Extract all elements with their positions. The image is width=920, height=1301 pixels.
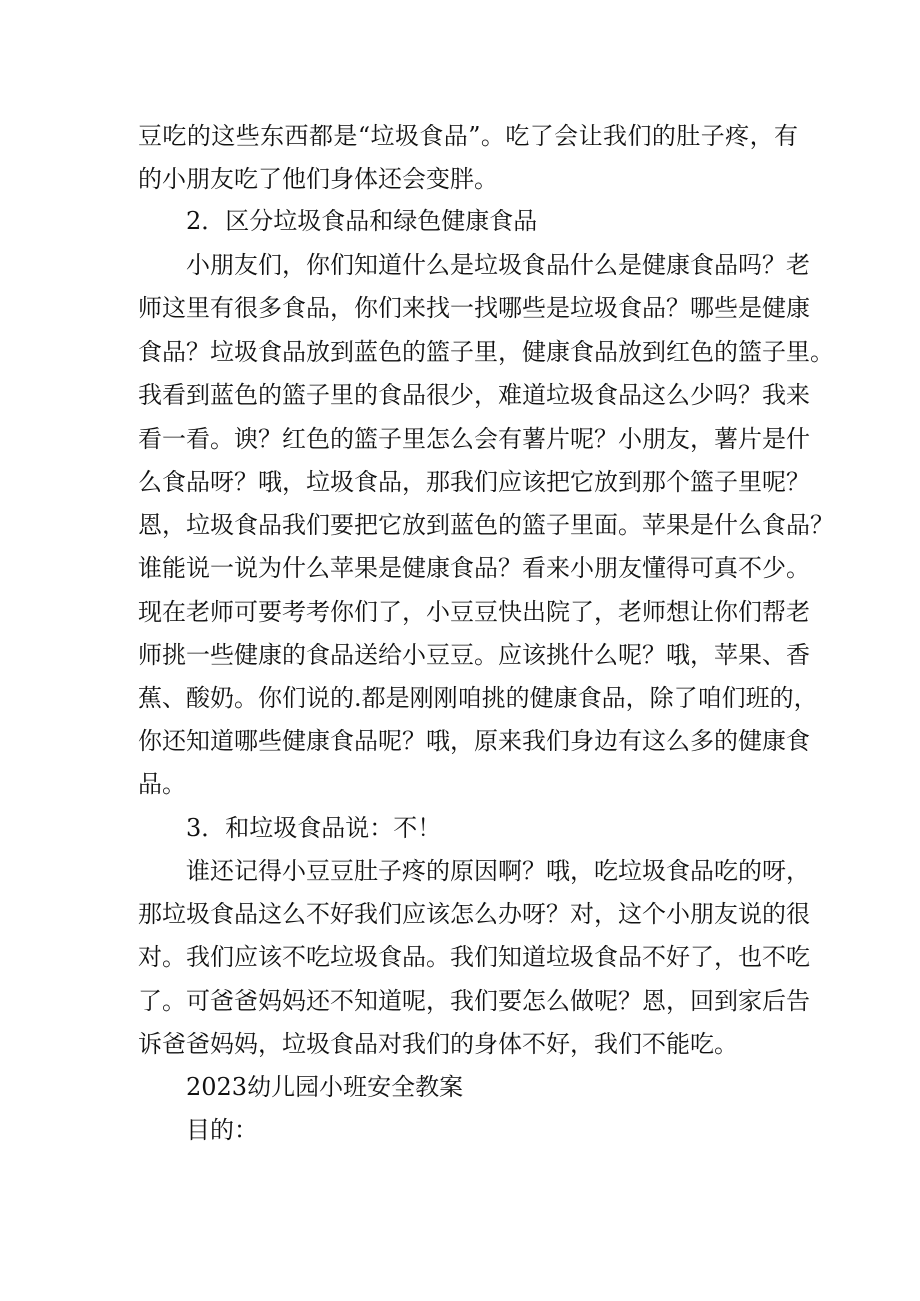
text-line: 师这里有很多食品，你们来找一找哪些是垃圾食品？哪些是健康 [138, 294, 810, 322]
text-line: 谁能说一说为什么苹果是健康食品？看来小朋友懂得可真不少。 [138, 554, 810, 582]
text-line: 对。我们应该不吃垃圾食品。我们知道垃圾食品不好了，也不吃 [138, 943, 810, 971]
text-line: 师挑一些健康的食品送给小豆豆。应该挑什么呢？哦，苹果、香 [138, 641, 810, 669]
text-line: 蕉、酸奶。你们说的.都是刚刚咱挑的健康食品，除了咱们班的， [138, 684, 818, 712]
section-heading: 3．和垃圾食品说：不！ [186, 814, 442, 842]
text-line: 的小朋友吃了他们身体还会变胖。 [138, 165, 498, 193]
text-line: 看一看。谀？红色的篮子里怎么会有薯片呢？小朋友，薯片是什 [138, 425, 810, 453]
text-line: 谁还记得小豆豆肚子疼的原因啊？哦，吃垃圾食品吃的呀， [186, 857, 810, 885]
text-line: 小朋友们，你们知道什么是垃圾食品什么是健康食品吗？老 [186, 251, 810, 279]
text-line: 么食品呀？哦，垃圾食品，那我们应该把它放到那个篮子里呢？ [138, 468, 810, 496]
text-line: 品。 [138, 770, 186, 798]
document-title: 2023幼儿园小班安全教案 [186, 1073, 464, 1101]
text-line: 食品？垃圾食品放到蓝色的篮子里，健康食品放到红色的篮子里。 [138, 338, 834, 366]
section-heading: 2．区分垃圾食品和绿色健康食品 [186, 207, 538, 235]
text-line: 现在老师可要考考你们了，小豆豆快出院了，老师想让你们帮老 [138, 598, 810, 626]
text-line: 你还知道哪些健康食品呢？哦，原来我们身边有这么多的健康食 [138, 727, 810, 755]
text-line: 了。可爸爸妈妈还不知道呢，我们要怎么做呢？恩，回到家后告 [138, 987, 810, 1015]
text-line: 豆吃的这些东西都是“垃圾食品”。吃了会让我们的肚子疼，有 [138, 122, 798, 150]
section-heading: 目的： [186, 1116, 258, 1144]
text-line: 诉爸爸妈妈，垃圾食品对我们的身体不好，我们不能吃。 [138, 1030, 738, 1058]
text-line: 那垃圾食品这么不好我们应该怎么办呀？对，这个小朋友说的很 [138, 900, 810, 928]
text-line: 我看到蓝色的篮子里的食品很少，难道垃圾食品这么少吗？我来 [138, 381, 810, 409]
text-line: 恩，垃圾食品我们要把它放到蓝色的篮子里面。苹果是什么食品？ [138, 511, 834, 539]
